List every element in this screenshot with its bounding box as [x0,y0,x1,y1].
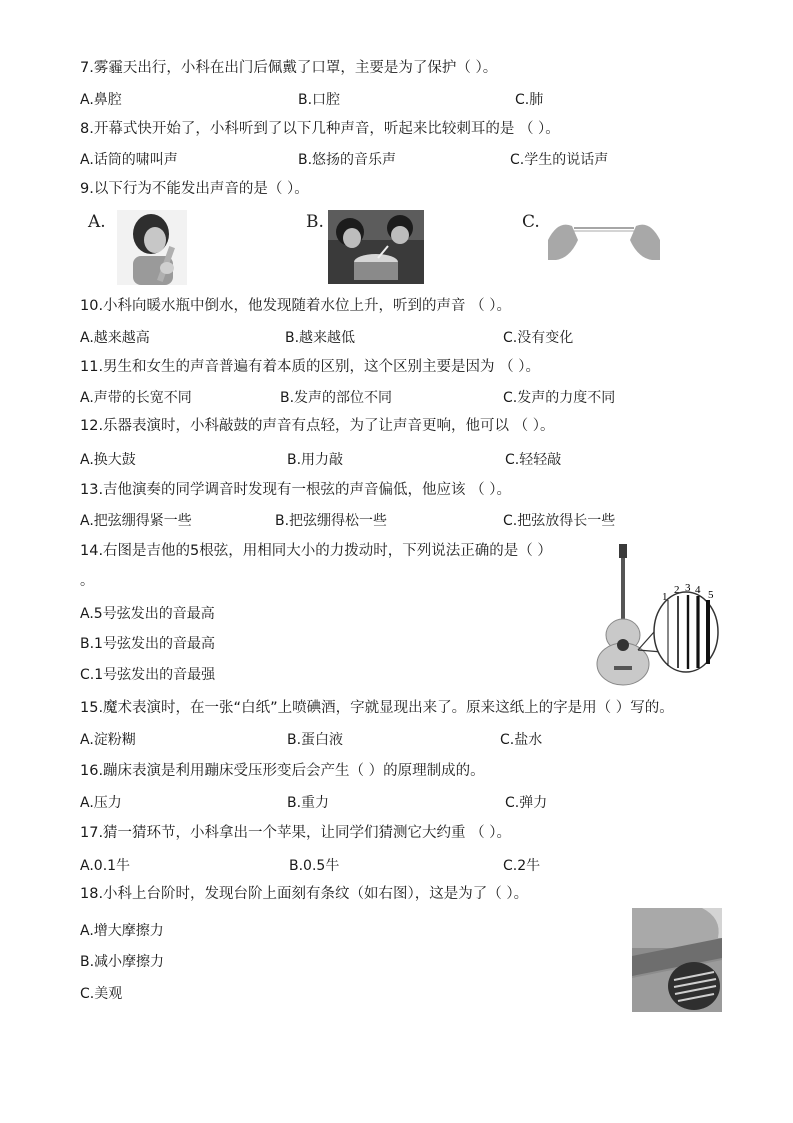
q13-option-b: B.把弦绷得松一些 [275,513,388,529]
q9-option-a-label: A. [88,212,106,232]
question-18-stem: 18.小科上台阶时，发现台阶上面刻有条纹（如右图），这是为了（ ）。 [80,886,529,902]
q7-option-b: B.口腔 [298,92,341,108]
question-15-stem: 15.魔术表演时，在一张“白纸”上喷碘酒，字就显现出来了。原来这纸上的字是用（ ）写的。 [80,700,674,716]
q8-option-a: A.话筒的啸叫声 [80,152,178,168]
q18-option-a: A.增大摩擦力 [80,923,164,939]
girl-playing-flute-photo [117,210,187,285]
hands-stretching-rubber-band-photo [548,210,660,264]
question-14-stem-end: 。 [80,573,94,589]
q16-option-c: C.弹力 [505,795,548,811]
q10-option-a: A.越来越高 [80,330,150,346]
q11-option-b: B.发声的部位不同 [280,390,393,406]
q18-option-c: C.美观 [80,986,123,1002]
q17-option-c: C.2牛 [503,858,541,874]
q12-option-b: B.用力敲 [287,452,344,468]
q7-option-a: A.鼻腔 [80,92,122,108]
question-12-stem: 12.乐器表演时，小科敲鼓的声音有点轻，为了让声音更响，他可以 （ ）。 [80,418,555,434]
q13-option-a: A.把弦绷得紧一些 [80,513,192,529]
q10-option-b: B.越来越低 [285,330,356,346]
q11-option-a: A.声带的长宽不同 [80,390,192,406]
q11-option-c: C.发声的力度不同 [503,390,616,406]
q15-option-b: B.蛋白液 [287,732,344,748]
question-16-stem: 16.蹦床表演是利用蹦床受压形变后会产生（ ）的原理制成的。 [80,763,485,779]
question-9-stem: 9.以下行为不能发出声音的是（ ）。 [80,181,309,197]
q15-option-a: A.淀粉糊 [80,732,136,748]
q16-option-b: B.重力 [287,795,330,811]
q12-option-a: A.换大鼓 [80,452,136,468]
q9-option-c-label: C. [522,212,540,232]
question-8-stem: 8.开幕式快开始了，小科听到了以下几种声音，听起来比较刺耳的是 （ ）。 [80,121,560,137]
q14-option-c: C.1号弦发出的音最强 [80,667,216,683]
question-17-stem: 17.猜一猜环节，小科拿出一个苹果，让同学们猜测它大约重 （ ）。 [80,825,512,841]
string-number: 4 [695,584,701,596]
question-10-stem: 10.小科向暖水瓶中倒水，他发现随着水位上升，听到的声音 （ ）。 [80,298,512,314]
q10-option-c: C.没有变化 [503,330,574,346]
boys-drumming-photo [328,210,424,284]
string-number: 1 [662,591,668,603]
guitar-strings-diagram [596,540,726,688]
q17-option-b: B.0.5牛 [289,858,340,874]
string-number: 3 [685,582,691,594]
q15-option-c: C.盐水 [500,732,543,748]
question-11-stem: 11.男生和女生的声音普遍有着本质的区别，这个区别主要是因为 （ ）。 [80,359,541,375]
q12-option-c: C.轻轻敲 [505,452,562,468]
question-13-stem: 13.吉他演奏的同学调音时发现有一根弦的声音偏低，他应该 （ ）。 [80,482,512,498]
q8-option-b: B.悠扬的音乐声 [298,152,397,168]
q7-option-c: C.肺 [515,92,544,108]
q14-option-b: B.1号弦发出的音最高 [80,636,215,652]
question-14-stem: 14.右图是吉他的5根弦，用相同大小的力拨动时，下列说法正确的是（ ） [80,543,552,559]
q18-option-b: B.减小摩擦力 [80,954,165,970]
grooved-stair-step-photo [632,908,722,1012]
q13-option-c: C.把弦放得长一些 [503,513,616,529]
string-number: 2 [674,584,680,596]
string-number: 5 [708,589,714,601]
q8-option-c: C.学生的说话声 [510,152,609,168]
q16-option-a: A.压力 [80,795,122,811]
question-7-stem: 7.雾霾天出行，小科在出门后佩戴了口罩，主要是为了保护（ ）。 [80,60,498,76]
q9-option-b-label: B. [306,212,324,232]
q17-option-a: A.0.1牛 [80,858,131,874]
q14-option-a: A.5号弦发出的音最高 [80,606,215,622]
